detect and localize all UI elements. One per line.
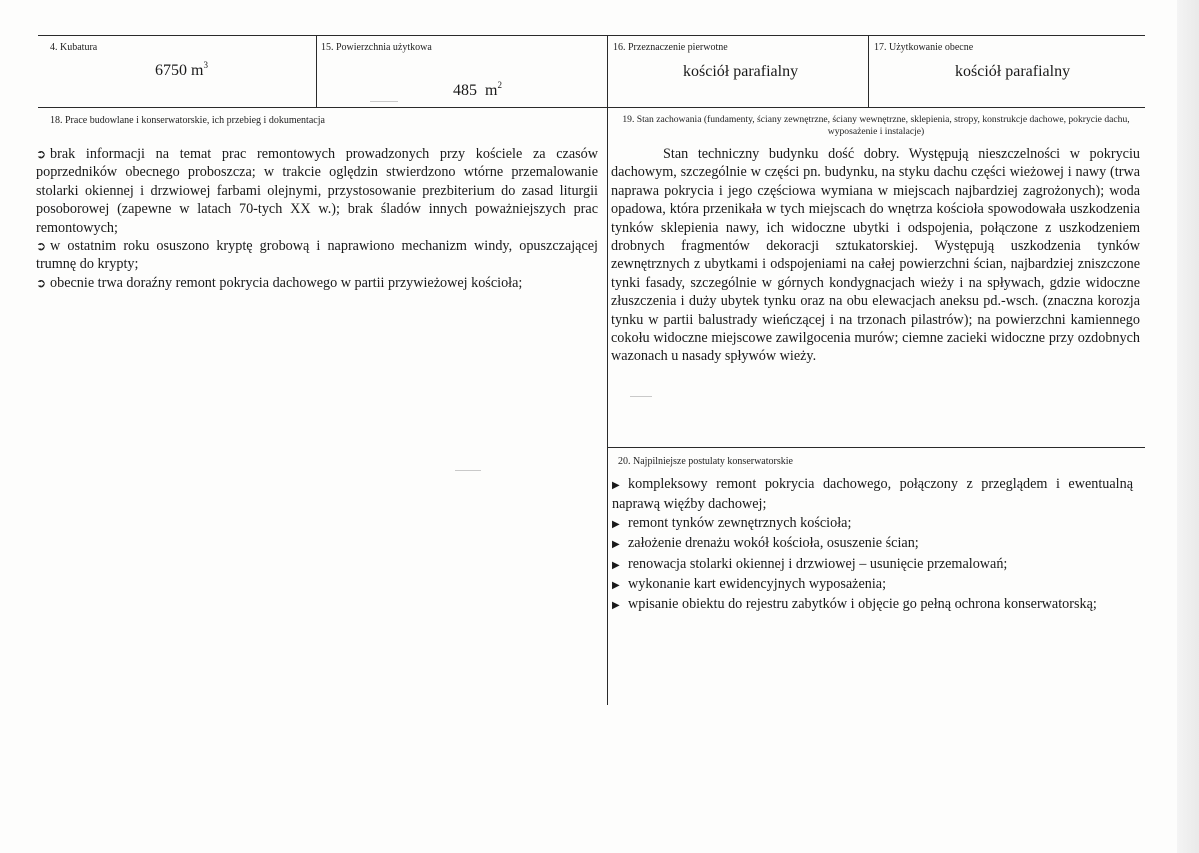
powierzchnia-number: 485 m (453, 82, 498, 99)
section-18-list (36, 145, 598, 292)
kubatura-unit-sup: 3 (203, 60, 208, 70)
list-item (36, 145, 598, 237)
list-item-text: w ostatnim roku osuszono kryptę grobową i naprawiono mechanizm windy, opuszczającej trumnę do krypty; (36, 238, 598, 273)
list-item-text: założenie drenażu wokół kościoła, osuszenie ścian; (628, 535, 919, 552)
circle-arrow-icon: ➲ (36, 239, 47, 254)
list-item (612, 555, 1133, 575)
section-20-label: 20. Najpilniejsze postulaty konserwatorskie (618, 456, 793, 467)
field-value-kubatura (155, 61, 208, 81)
list-item-text: wykonanie kart ewidencyjnych wyposażenia; (628, 576, 887, 593)
scan-artifact (455, 470, 481, 471)
triangle-right-icon: ▶ (612, 539, 620, 551)
list-item (36, 237, 598, 274)
circle-arrow-icon: ➲ (36, 147, 47, 161)
list-item (36, 274, 598, 292)
powierzchnia-unit-sup: 2 (497, 80, 502, 90)
section-20-list (612, 475, 1133, 616)
field-value-przeznaczenie: kościół parafialny (683, 63, 799, 80)
triangle-right-icon: ▶ (612, 518, 620, 530)
list-item-text: wpisanie obiektu do rejestru zabytków i objęcie go pełną ochrona konserwatorską; (628, 596, 1097, 613)
triangle-right-icon: ▶ (612, 580, 620, 592)
list-item-text: obecnie trwa doraźny remont pokrycia dachowego w partii przywieżowej kościoła; (50, 274, 523, 291)
circle-arrow-icon: ➲ (36, 275, 47, 290)
right-section-divider (607, 447, 1145, 448)
list-item (612, 575, 1133, 595)
row-divider (38, 107, 1145, 108)
kubatura-number: 6750 m (155, 62, 204, 79)
list-item (612, 475, 1133, 514)
list-item (612, 595, 1133, 615)
scan-artifact (630, 396, 652, 397)
list-item (612, 514, 1133, 534)
list-item-text: remont tynków zewnętrznych kościoła; (628, 514, 852, 531)
col-divider-main (607, 35, 608, 705)
field-label-kubatura: 4. Kubatura (50, 42, 98, 53)
list-item-text: brak informacji na temat prac remontowych prowadzonych przy kościele za czasów poprzedników obecnego proboszcza; w trakcie oględzin stwierdzono wtórne przemalowanie stolarki okiennej i drzwiowej farbami olejnymi, przystosowanie prezbiterium do zasad liturgii posoborowej (zapewne w latach 70-tych XX w.); brak śladów innych poważniejszych prac remontowych; (36, 146, 598, 236)
page-edge (1177, 0, 1199, 853)
field-label-uzytkowanie: 17. Użytkowanie obecne (874, 42, 974, 53)
triangle-right-icon: ▶ (612, 559, 620, 571)
list-item-text: kompleksowy remont pokrycia dachowego, połączony z przeglądem i ewentualną naprawą więźby dachowej; (612, 476, 1133, 513)
list-item (612, 534, 1133, 554)
section-19-text: Stan techniczny budynku dość dobry. Występują nieszczelności w pokryciu dachowym, szczególnie w części pn. budynku, na styku dachu części wieżowej i nawy (trwa naprawa pokrycia i jego częściowa wymiana w miejscach najbardziej zagrożonych); woda opadowa, która przenikała w tych miejscach do wnętrza kościoła spowodowała uszkodzenia tynków sklepienia nawy, ich widoczne ubytki i odspojenia, połączone z uszkodzeniem drobnych fragmentów dekoracji sztukatorskiej. Występują uszkodzenia tynków zewnętrznych z ubytkami i odspojeniami na całej powierzchni ścian, najbardziej zniszczone tynki fasady, szczególnie w górnych kondygnacjach wieży i na spływach, gdzie widoczne złuszczenia i duży ubytek tynku oraz na obu elewacjach aneksu pd.-wsch. (znaczna korozja tynku w partii balustrady wieńczącej i na trzonach pilastrów); na powierzchni kamiennego cokołu widoczne miejscowe zawilgocenia murów; ciemne zacieki widoczne przy ozdobnych wazonach u nasady spływów wieży. (611, 146, 1140, 365)
scan-artifact (370, 101, 398, 102)
field-label-powierzchnia: 15. Powierzchnia użytkowa (321, 42, 432, 53)
section-18-label: 18. Prace budowlane i konserwatorskie, ich przebieg i dokumentacja (50, 115, 325, 126)
col-divider-3 (868, 35, 869, 107)
field-label-przeznaczenie: 16. Przeznaczenie pierwotne (613, 42, 728, 53)
field-value-uzytkowanie: kościół parafialny (955, 63, 1071, 80)
triangle-right-icon: ▶ (612, 600, 620, 612)
col-divider-1 (316, 35, 317, 107)
section-19-label: 19. Stan zachowania (fundamenty, ściany zewnętrzne, ściany wewnętrzne, sklepienia, stropy, konstrukcje dachowe, pokrycie dachu, wyposażenie i instalacje) (622, 114, 1130, 137)
field-value-powierzchnia (437, 61, 502, 121)
top-border (38, 35, 1145, 36)
list-item-text: renowacja stolarki okiennej i drzwiowej – usunięcie przemalowań; (628, 555, 1008, 572)
triangle-right-icon: ▶ (612, 480, 620, 491)
